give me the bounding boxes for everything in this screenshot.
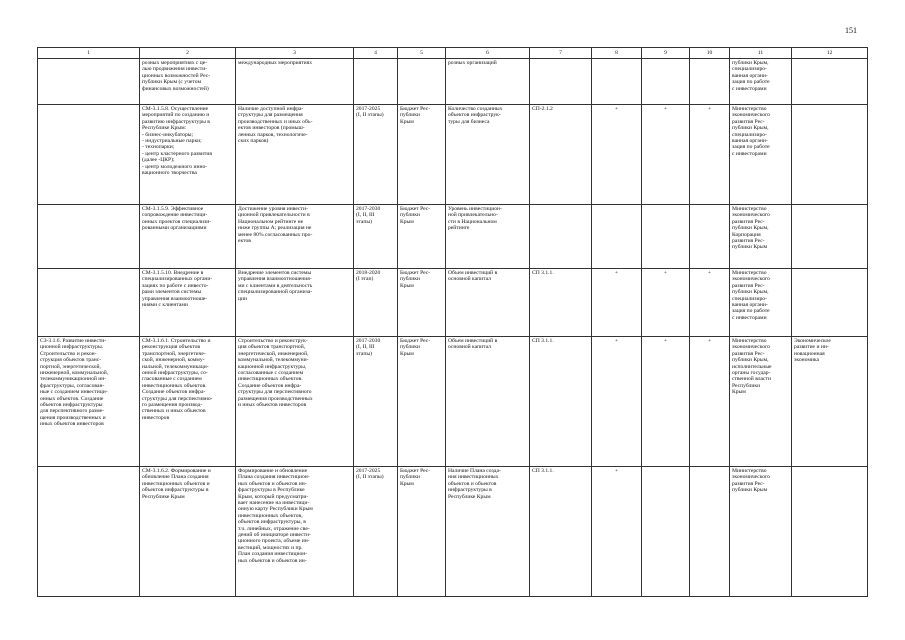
- table-cell: [530, 205, 592, 269]
- table-cell: +: [642, 105, 690, 205]
- table-row: [38, 59, 868, 105]
- table-cell: [792, 269, 868, 337]
- column-header: 7: [530, 48, 592, 59]
- table-cell: Бюджет Рес- публики Крым: [398, 269, 446, 337]
- table-cell: Бюджет Рес- публики Крым: [398, 205, 446, 269]
- table-cell: СП 3.1.1.: [530, 467, 592, 597]
- table-cell: Наличие Плана созда- ния инвестиционных объектов и объектов инфраструктуры в Республике Крым: [446, 467, 530, 597]
- table-cell: [642, 205, 690, 269]
- table-cell: Объем инвестиций в основной капитал: [446, 337, 530, 467]
- table-cell: +: [592, 105, 642, 205]
- table-cell: [38, 467, 140, 597]
- column-header: 10: [690, 48, 730, 59]
- table-cell: [354, 59, 398, 105]
- table-cell: [592, 205, 642, 269]
- table-row: [38, 467, 868, 597]
- table-cell: Формирование и обновление Плана создания инвестицион- ных объектов и объектов ин- фраструктуры в Республике Крым, который предусматри- вает нанесение на инвестици- онную карту Республики Крым инвестиционных объектов, объектов инфраструктуры, в т.ч. линейных, отражение све- дений об инициаторе инвести- ционного проекта, объеме ин- вестиций, мощностях и пр. План создания инвестицион- ных объектов и объектов ин-: [236, 467, 354, 597]
- table-cell: [530, 59, 592, 105]
- table-cell: Бюджет Рес- публики Крым: [398, 467, 446, 597]
- column-header: 1: [38, 48, 140, 59]
- table-cell: Уровень инвестицион- ной привлекательно- сти в Национальном рейтинге: [446, 205, 530, 269]
- table-cell: [592, 59, 642, 105]
- table-cell: 2017-2030 (I, II, III этапы): [354, 205, 398, 269]
- table-cell: [38, 105, 140, 205]
- table-cell: +: [690, 269, 730, 337]
- table-cell: Строительство и реконструк- ция объектов транспортной, энергетической, инженерной, коммунальной, телекоммуни- кационной инфраструктуры, согласованные с созданием инвестиционных объектов. Создание объектов инфра- структуры для перспективного размещения производственных и иных объектов инвесторов: [236, 337, 354, 467]
- table-cell: +: [690, 337, 730, 467]
- table-cell: Объем инвестиций в основной капитал: [446, 269, 530, 337]
- table-cell: Министерство экономического развития Рес- публики Крым, исполнительные органы государ- ственной власти Республики Крым: [730, 337, 792, 467]
- table-cell: СП-2.1.2: [530, 105, 592, 205]
- table-row: [38, 337, 868, 467]
- table-cell: [792, 205, 868, 269]
- table-cell: публики Крым, специализиро- ванная органи- зация по работе с инвесторами: [730, 59, 792, 105]
- table-cell: [792, 467, 868, 597]
- table-cell: СМ-3.1.5.8. Осуществление мероприятий по созданию и развитию инфраструктуры в Республике Крым: - бизнес-инкубаторы; - индустриальные парки; - технопарки; - центр кластерного развития (далее -ЦКР); - центр молодежного инно- вационного творчества: [140, 105, 236, 205]
- table-cell: Бюджет Рес- публики Крым: [398, 105, 446, 205]
- table-cell: [690, 59, 730, 105]
- table-cell: [792, 59, 868, 105]
- strategy-table: [37, 47, 868, 597]
- table-row: [38, 269, 868, 337]
- column-header: 2: [140, 48, 236, 59]
- header-row: [38, 48, 868, 59]
- table-cell: СП 3.1.1.: [530, 337, 592, 467]
- column-header: 3: [236, 48, 354, 59]
- table-cell: международных мероприятиях: [236, 59, 354, 105]
- table-row: [38, 105, 868, 205]
- table-cell: +: [642, 269, 690, 337]
- table-cell: [642, 59, 690, 105]
- table-cell: [38, 59, 140, 105]
- column-header: 12: [792, 48, 868, 59]
- column-header: 6: [446, 48, 530, 59]
- table-cell: Количество созданных объектов инфраструк- туры для бизнеса: [446, 105, 530, 205]
- table-cell: розных мероприятиях с це- лью продвижения инвести- ционных возможностей Рес- публики Крым (с учетом финансовых возможностей): [140, 59, 236, 105]
- table-cell: [38, 269, 140, 337]
- table-cell: Внедрение элементов системы управления взаимоотношения- ми с клиентами в деятельность специализированной организа- ции: [236, 269, 354, 337]
- column-header: 9: [642, 48, 690, 59]
- table-cell: розных организаций: [446, 59, 530, 105]
- table-cell: 2017-2025 (I, II этапы): [354, 467, 398, 597]
- table-cell: [642, 467, 690, 597]
- column-header: 8: [592, 48, 642, 59]
- table-cell: СЗ-3.1.6. Развитие инвести- ционной инфраструктуры. Строительство и рекон- струкция объектов транс- портной, энергетической, инженерной, коммунальной, телекоммуникационной ин- фраструктуры, согласован- ные с созданием инвестици- онных объектов. Создание объектов инфраструктуры для перспективного разме- щения производственных и иных объектов инвесторов: [38, 337, 140, 467]
- table-cell: 2017-2025 (I, II этапы): [354, 105, 398, 205]
- table-cell: Министерство экономического развития Рес- публики Крым, Корпорация развития Рес- публики Крым: [730, 205, 792, 269]
- column-header: 11: [730, 48, 792, 59]
- table-cell: [690, 467, 730, 597]
- table-cell: +: [592, 467, 642, 597]
- table-cell: [792, 105, 868, 205]
- table-row: [38, 205, 868, 269]
- table-cell: СМ-3.1.5.9. Эффективное сопровождение инвестици- онных проектов специализи- рованными организациями: [140, 205, 236, 269]
- table-cell: [38, 205, 140, 269]
- table-cell: Наличие доступной инфра- структуры для размещения производственных и иных объ- ектов инвесторов (промыш- ленных парков, технологиче- ских парков): [236, 105, 354, 205]
- table-cell: Достижение уровня инвести- ционной привлекательности в Национальном рейтинге не ниже группы А; реализация не менее 80% согласованных про- ектов: [236, 205, 354, 269]
- column-header: 5: [398, 48, 446, 59]
- table-cell: [690, 205, 730, 269]
- table-cell: Министерство экономического развития Рес- публики Крым: [730, 467, 792, 597]
- table-cell: 2018-2020 (I этап): [354, 269, 398, 337]
- column-header: 4: [354, 48, 398, 59]
- page-number: 151: [845, 26, 857, 35]
- table-cell: СП 3.1.1.: [530, 269, 592, 337]
- table-cell: Экономическое развитие и ин- новационная экономика: [792, 337, 868, 467]
- table-cell: СМ-3.1.5.10. Внедрение в специализированных органи- зациях по работе с инвесто- рами элементов системы управления взаимоотноше- ниями с клиентами: [140, 269, 236, 337]
- table-cell: СМ-3.1.6.1. Строительство и реконструкция объектов транспортной, энергетиче- ской, инженерной, комму- нальной, телекоммуникаци- онной инфраструктуры, со- гласованные с созданием инвестиционных объектов. Создание объектов инфра- структуры для перспективно- го размещения производ- ственных и иных объектов инвесторов: [140, 337, 236, 467]
- table-cell: Бюджет Рес- публики Крым: [398, 337, 446, 467]
- table-cell: +: [592, 337, 642, 467]
- table-cell: Министерство экономического развития Рес- публики Крым, специализиро- ванная органи- зация по работе с инвесторами: [730, 269, 792, 337]
- table-cell: СМ-3.1.6.2. Формирование и обновление Плана создания инвестиционных объектов и объектов инфраструктуры в Республике Крым: [140, 467, 236, 597]
- table-cell: +: [592, 269, 642, 337]
- table-cell: +: [690, 105, 730, 205]
- table-cell: +: [642, 337, 690, 467]
- table-cell: Министерство экономического развития Рес- публики Крым, специализиро- ванная органи- зация по работе с инвесторами: [730, 105, 792, 205]
- table-cell: 2017-2030 (I, II, III этапы): [354, 337, 398, 467]
- table-cell: [398, 59, 446, 105]
